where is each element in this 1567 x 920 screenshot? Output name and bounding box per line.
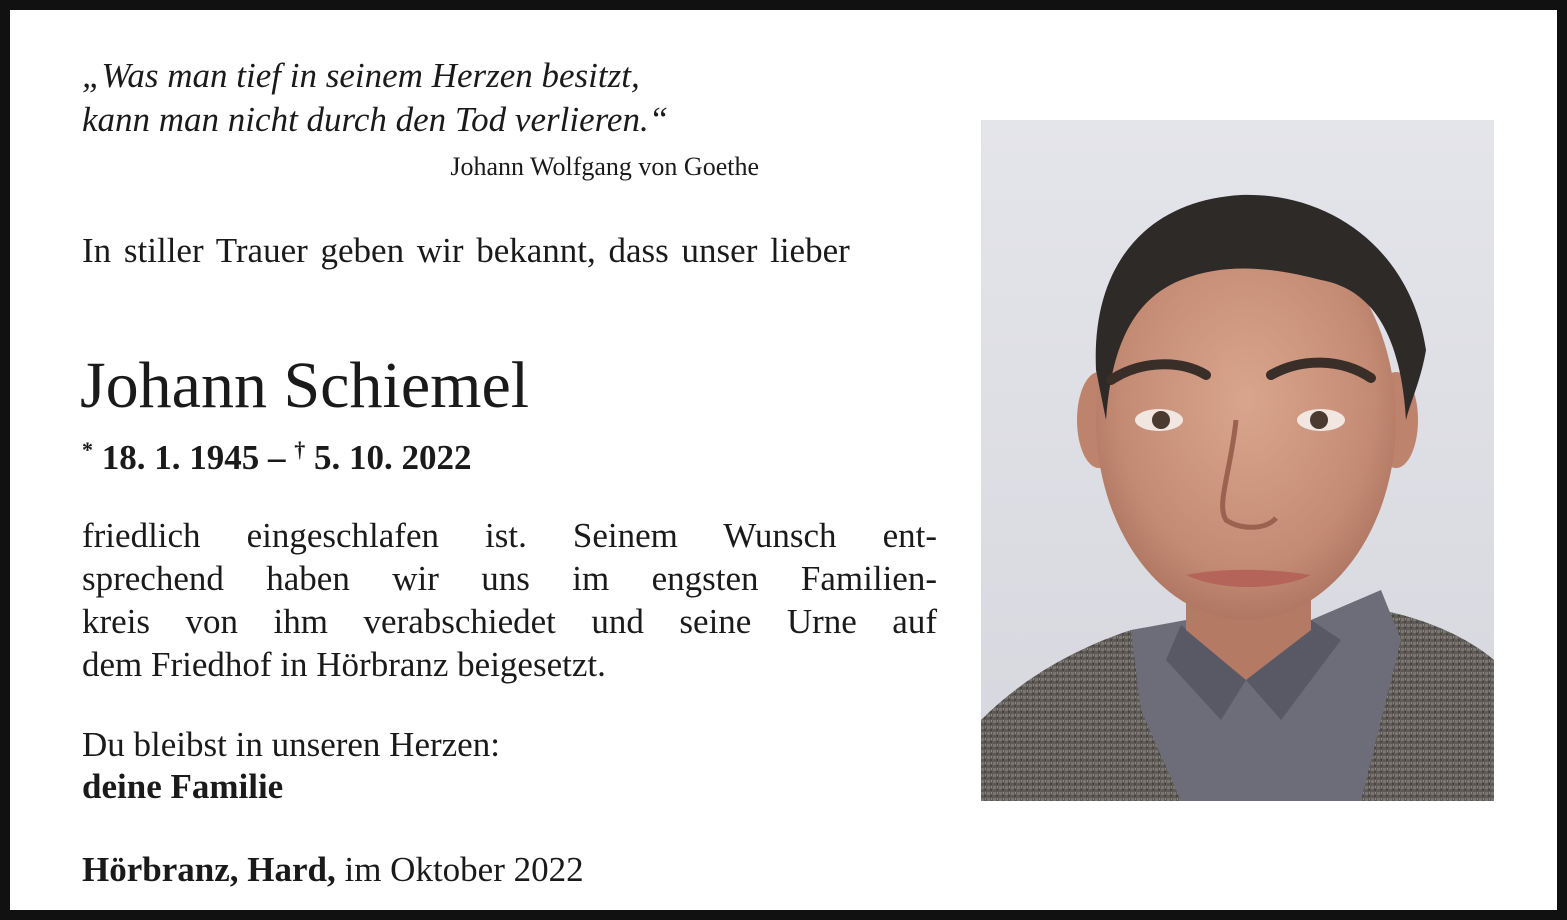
death-date: 5. 10. 2022 [305, 438, 472, 477]
closing-text: Du bleibst in unseren Herzen: [82, 725, 500, 764]
intro-text: In stiller Trauer geben wir bekannt, dass unser lieber [82, 231, 850, 270]
quote [82, 54, 782, 142]
place-locations: Hörbranz, Hard, [82, 850, 336, 889]
deceased-name: Johann Schiemel [80, 349, 530, 422]
quote-line-2: kann man nicht durch den Tod verlieren.“ [82, 100, 669, 139]
life-dates [82, 428, 472, 480]
body-text [82, 514, 937, 686]
birth-date: 18. 1. 1945 – [93, 438, 295, 477]
body-line: sprechend haben wir uns im engsten Familien- [82, 559, 937, 598]
birth-symbol: * [82, 437, 93, 462]
body-line: dem Friedhof in Hörbranz beigesetzt. [82, 645, 606, 684]
quote-line-1: „Was man tief in seinem Herzen besitzt, [82, 56, 640, 95]
closing [82, 724, 500, 808]
place-month-year: im Oktober 2022 [335, 850, 584, 889]
portrait-image [981, 120, 1494, 801]
portrait-photo [981, 120, 1494, 801]
body-line: kreis von ihm verabschiedet und seine Urne auf [82, 602, 937, 641]
quote-author: Johann Wolfgang von Goethe [450, 152, 759, 181]
death-symbol: † [294, 437, 306, 462]
family-signature: deine Familie [82, 767, 284, 806]
place-date [82, 848, 584, 892]
body-line: friedlich eingeschlafen ist. Seinem Wunsch ent- [82, 516, 937, 555]
